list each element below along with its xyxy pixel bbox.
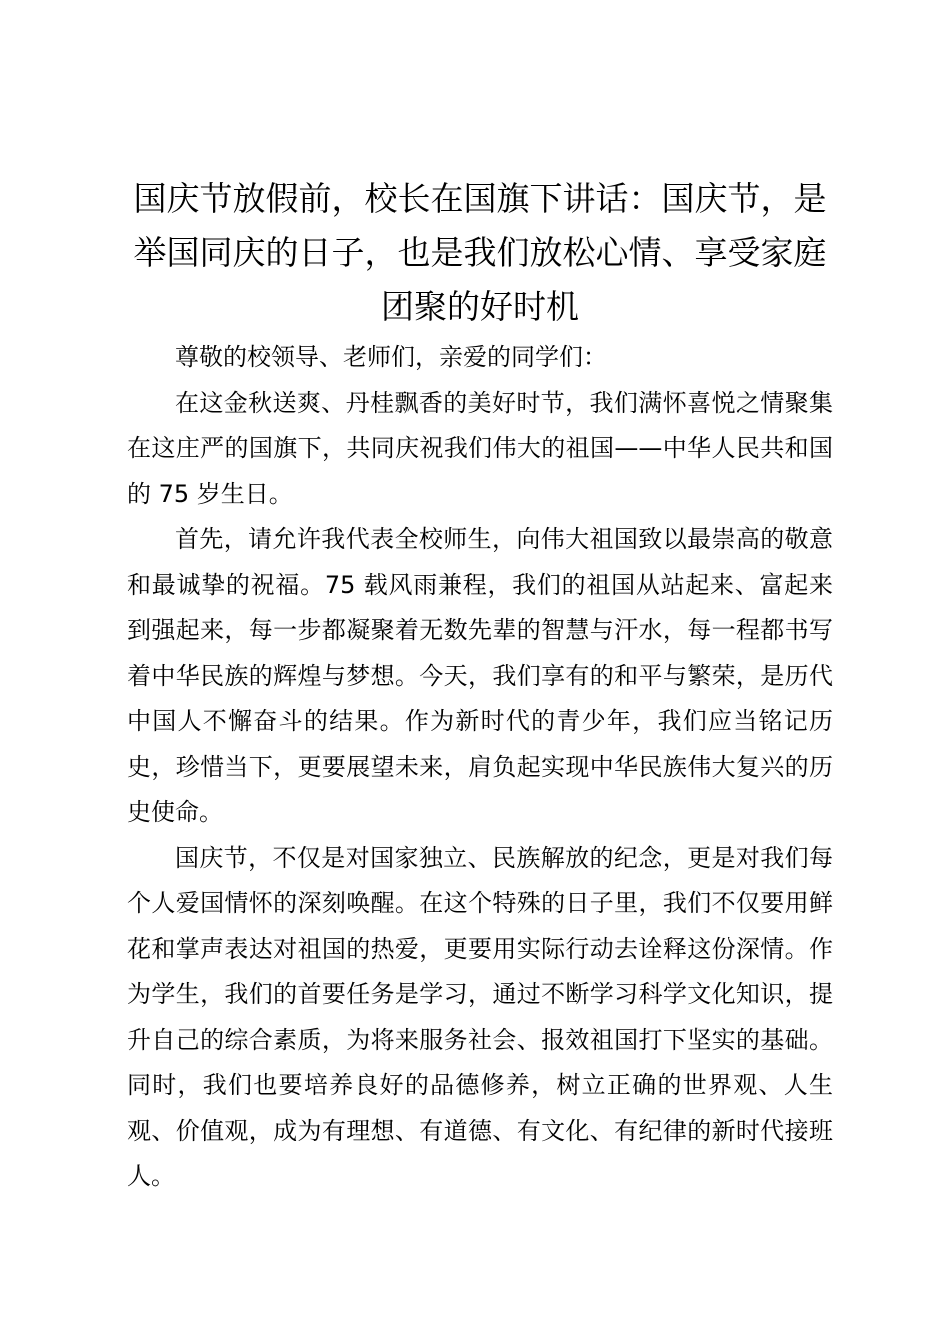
paragraph-2: 首先，请允许我代表全校师生，向伟大祖国致以最崇高的敬意和最诚挚的祝福。75 载风雨兼程，我们的祖国从站起来、富起来到强起来，每一步都凝聚着无数先辈的智慧与汗水，每一程都书写着中华民族的辉煌与梦想。今天，我们享有的和平与繁荣，是历代中国人不懈奋斗的结果。作为新时代的青少年，我们应当铭记历史，珍惜当下，更要展望未来，肩负起实现中华民族伟大复兴的历史使命。 [127, 525, 833, 826]
document-title: 国庆节放假前，校长在国旗下讲话：国庆节，是举国同庆的日子，也是我们放松心情、享受家庭团聚的好时机 [133, 179, 827, 326]
greeting: 尊敬的校领导、老师们，亲爱的同学们： [175, 343, 607, 371]
document-page [127, 172, 833, 1200]
paragraph-1: 在这金秋送爽、丹桂飘香的美好时节，我们满怀喜悦之情聚集在这庄严的国旗下，共同庆祝我们伟大的祖国——中华人民共和国的 75 岁生日。 [127, 388, 833, 508]
paragraph-3: 国庆节，不仅是对国家独立、民族解放的纪念，更是对我们每个人爱国情怀的深刻唤醒。在这个特殊的日子里，我们不仅要用鲜花和掌声表达对祖国的热爱，更要用实际行动去诠释这份深情。作为学生，我们的首要任务是学习，通过不断学习科学文化知识，提升自己的综合素质，为将来服务社会、报效祖国打下坚实的基础。同时，我们也要培养良好的品德修养，树立正确的世界观、人生观、价值观，成为有理想、有道德、有文化、有纪律的新时代接班人。 [127, 843, 833, 1190]
